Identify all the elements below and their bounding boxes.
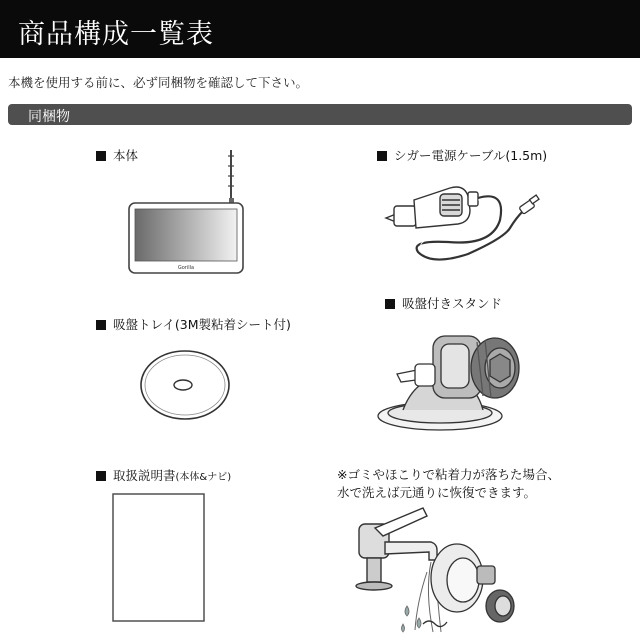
intro-text: 本機を使用する前に、必ず同梱物を確認して下さい。 <box>8 75 309 90</box>
washing-image <box>345 502 545 636</box>
bullet-square-icon <box>96 320 106 330</box>
page-title: 商品構成一覧表 <box>18 19 214 50</box>
bullet-square-icon <box>96 471 106 481</box>
main-unit-image <box>128 148 248 276</box>
title-bar <box>0 0 640 58</box>
item-label-suction-tray: 吸盤トレイ(3M製粘着シート付) <box>96 315 291 333</box>
suction-stand-image <box>375 318 535 438</box>
bullet-square-icon <box>96 151 106 161</box>
cleaning-note <box>337 466 560 502</box>
item-label-manual: 取扱説明書(本体&ナビ) <box>96 466 231 484</box>
bullet-square-icon <box>385 299 395 309</box>
item-label-suction-stand: 吸盤付きスタンド <box>385 294 502 312</box>
brand-logo: Gorilla <box>177 265 195 271</box>
item-label-main-unit: 本体 <box>96 146 138 164</box>
section-title: 同梱物 <box>28 109 70 125</box>
cigar-cable-image <box>382 170 542 270</box>
section-header <box>8 104 632 125</box>
note-line-1: ※ゴミやほこりで粘着力が落ちた場合、 <box>337 467 560 482</box>
bullet-square-icon <box>377 151 387 161</box>
note-line-2: 水で洗えば元通りに恢復できます。 <box>337 485 537 500</box>
manual-image <box>112 493 206 623</box>
suction-tray-image <box>137 345 237 425</box>
item-label-cigar-cable: シガー電源ケーブル(1.5m) <box>377 146 547 164</box>
